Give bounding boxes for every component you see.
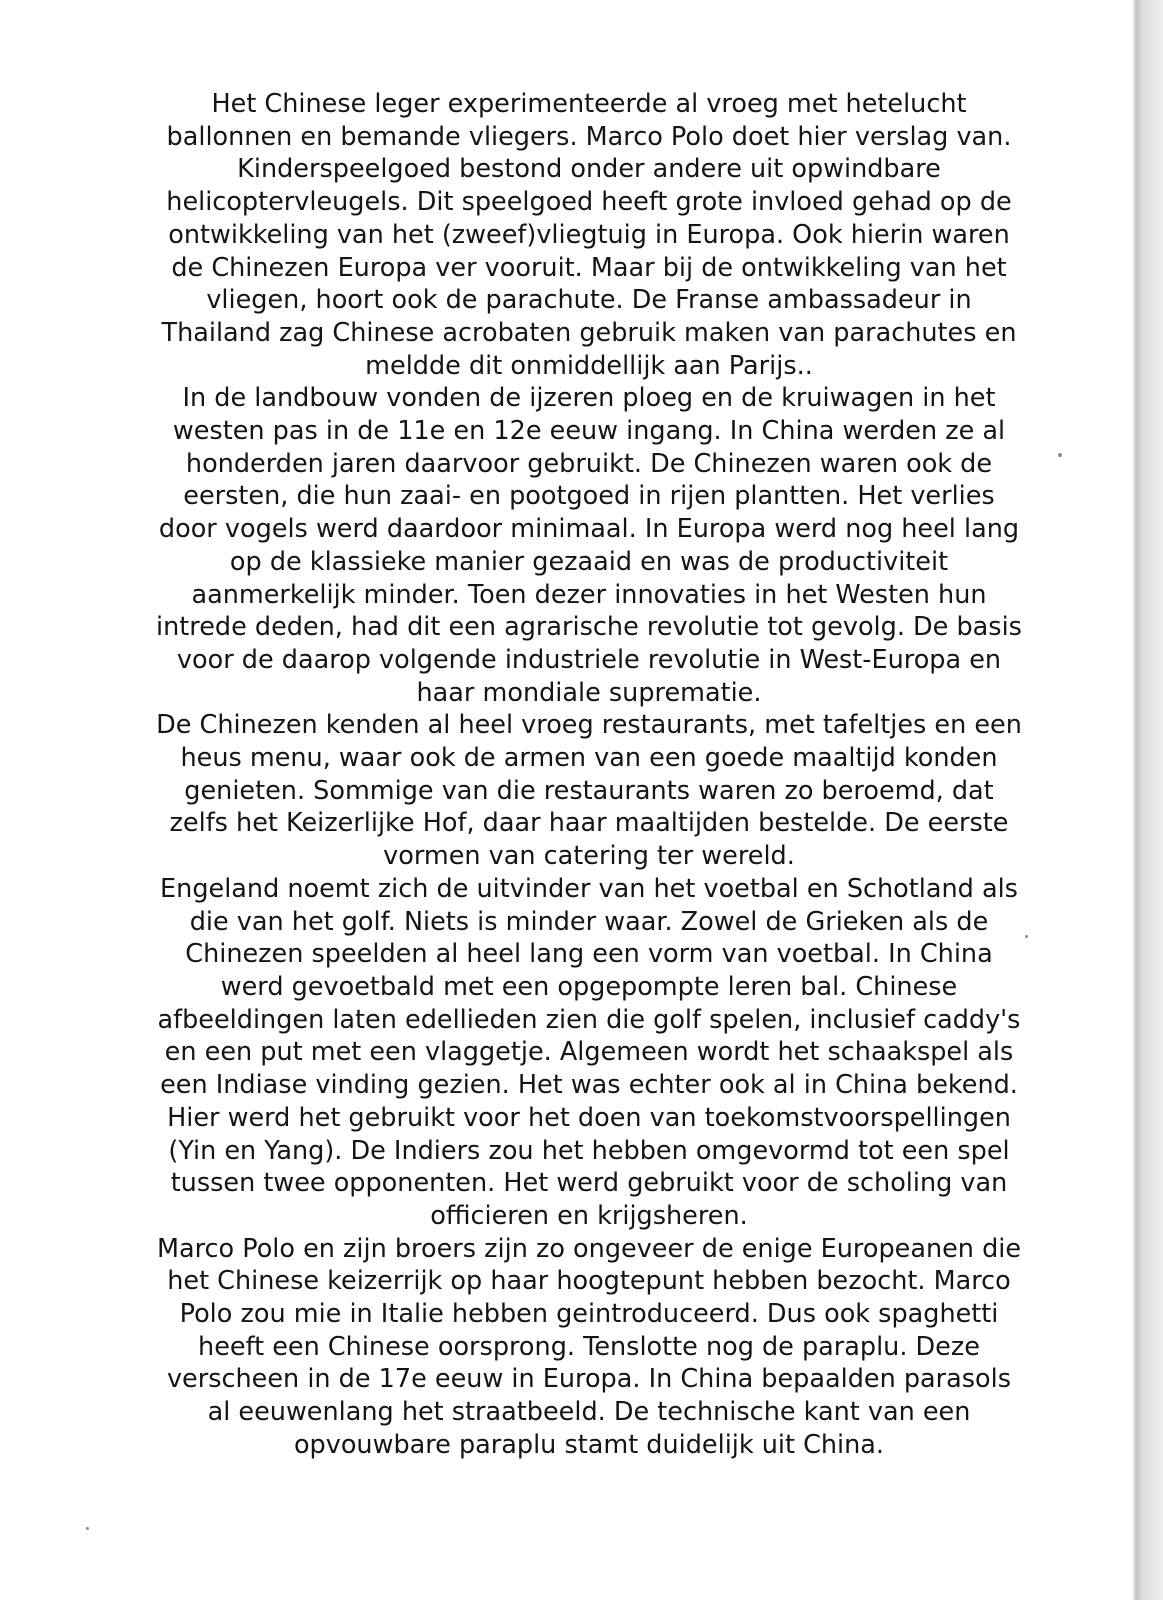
text-line: door vogels werd daardoor minimaal. In Europa werd nog heel lang: [158, 514, 1020, 545]
text-line: ballonnen en bemande vliegers. Marco Polo doet hier verslag van.: [166, 121, 1012, 152]
text-line: Engeland noemt zich de uitvinder van het voetbal en Schotland als: [160, 873, 1018, 904]
scanned-page-edge: [1133, 0, 1163, 1600]
text-line: afbeeldingen laten edellieden zien die golf spelen, inclusief caddy's: [157, 1004, 1021, 1035]
text-line: Polo zou mie in Italie hebben geintroduceerd. Dus ook spaghetti: [179, 1299, 999, 1330]
text-line: In de landbouw vonden de ijzeren ploeg en de kruiwagen in het: [182, 383, 996, 414]
text-line: honderden jaren daarvoor gebruikt. De Chinezen waren ook de: [185, 448, 993, 479]
text-line: Marco Polo en zijn broers zijn zo ongeveer de enige Europeanen die: [156, 1233, 1022, 1264]
text-line: Chinezen speelden al heel lang een vorm van voetbal. In China: [185, 939, 993, 970]
text-line: vliegen, hoort ook de parachute. De Franse ambassadeur in: [206, 285, 972, 316]
text-line: voor de daarop volgende industriele revolutie in West-Europa en: [176, 644, 1002, 675]
text-line: westen pas in de 11e en 12e eeuw ingang. In China werden ze al: [172, 416, 1006, 447]
text-line: haar mondiale suprematie.: [416, 677, 762, 708]
text-line: werd gevoetbald met een opgepompte leren bal. Chinese: [220, 971, 958, 1002]
text-line: De Chinezen kenden al heel vroeg restaurants, met tafeltjes en een: [156, 710, 1022, 741]
text-line: op de klassieke manier gezaaid en was de productiviteit: [229, 546, 949, 577]
text-line: (Yin en Yang). De Indiers zou het hebben omgevormd tot een spel: [168, 1135, 1010, 1166]
text-line: Thailand zag Chinese acrobaten gebruik maken van parachutes en: [161, 317, 1017, 348]
text-line: en een put met een vlaggetje. Algemeen wordt het schaakspel als: [164, 1037, 1014, 1068]
text-line: Kinderspeelgoed bestond onder andere uit opwindbare: [237, 154, 941, 185]
scan-speck: [86, 1527, 89, 1530]
text-line: officieren en krijgsheren.: [430, 1200, 748, 1231]
text-line: tussen twee opponenten. Het werd gebruikt voor de scholing van: [170, 1168, 1008, 1199]
text-line: al eeuwenlang het straatbeeld. De technische kant van een: [207, 1397, 971, 1428]
text-line: vormen van catering ter wereld.: [383, 841, 795, 872]
text-line: aanmerkelijk minder. Toen dezer innovaties in het Westen hun: [191, 579, 987, 610]
text-line: eersten, die hun zaai- en pootgoed in rijen plantten. Het verlies: [183, 481, 995, 512]
text-line: die van het golf. Niets is minder waar. Zowel de Grieken als de: [189, 906, 989, 937]
text-line: Het Chinese leger experimenteerde al vroeg met hetelucht: [211, 89, 967, 119]
text-line: ontwikkeling van het (zweef)vliegtuig in Europa. Ook hierin waren: [168, 219, 1010, 250]
text-line: genieten. Sommige van die restaurants waren zo beroemd, dat: [184, 775, 994, 806]
text-line: verscheen in de 17e eeuw in Europa. In China bepaalden parasols: [166, 1364, 1012, 1395]
text-line: intrede deden, had dit een agrarische revolutie tot gevolg. De basis: [156, 612, 1022, 643]
text-line: helicoptervleugels. Dit speelgoed heeft grote invloed gehad op de: [166, 187, 1012, 218]
text-line: het Chinese keizerrijk op haar hoogtepunt hebben bezocht. Marco: [167, 1266, 1011, 1297]
text-line: heeft een Chinese oorsprong. Tenslotte nog de paraplu. Deze: [198, 1331, 980, 1362]
document-body-text: [100, 88, 1078, 1462]
text-line: zelfs het Keizerlijke Hof, daar haar maaltijden bestelde. De eerste: [169, 808, 1009, 839]
text-line: opvouwbare paraplu stamt duidelijk uit China.: [293, 1429, 885, 1460]
text-line: de Chinezen Europa ver vooruit. Maar bij de ontwikkeling van het: [171, 252, 1007, 283]
text-line: heus menu, waar ook de armen van een goede maaltijd konden: [180, 743, 998, 774]
text-line: Hier werd het gebruikt voor het doen van toekomstvoorspellingen: [167, 1102, 1011, 1133]
text-line: meldde dit onmiddellijk aan Parijs..: [365, 350, 813, 381]
text-line: een Indiase vinding gezien. Het was echter ook al in China bekend.: [160, 1070, 1018, 1101]
